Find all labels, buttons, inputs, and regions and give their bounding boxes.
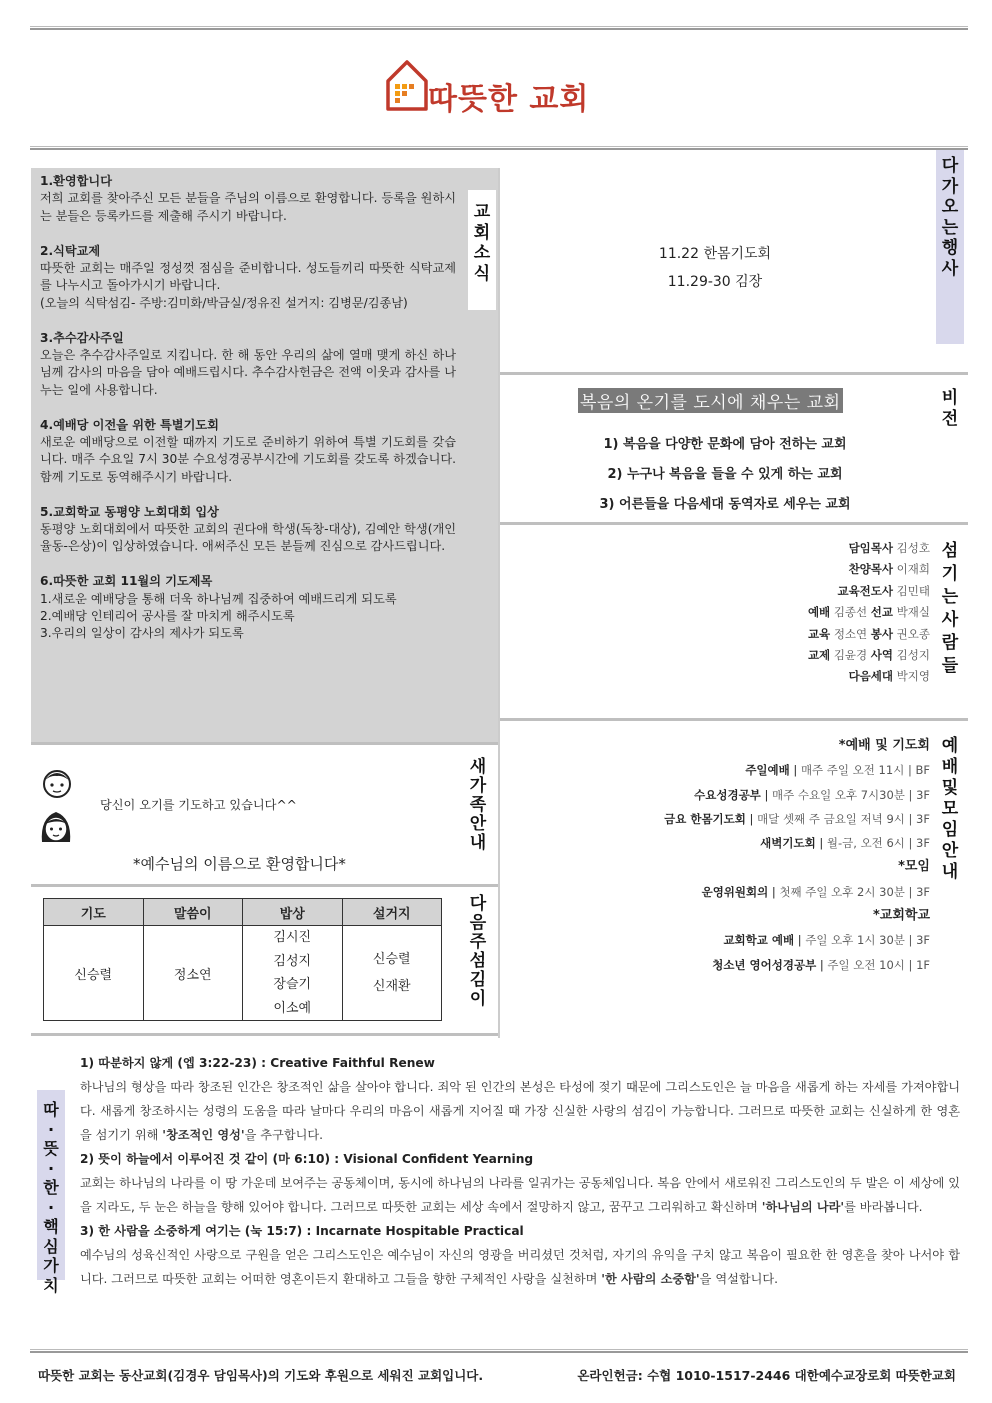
table-header: 기도 <box>44 899 144 926</box>
vertical-title-char: 교 <box>473 202 491 222</box>
vertical-title-char: 안 <box>469 814 487 834</box>
divider <box>31 884 498 887</box>
footer-sponsor: 따뜻한 교회는 동산교회(김경우 담임목사)의 기도와 후원으로 세워진 교회입니다. <box>38 1368 484 1383</box>
core-values-content <box>80 1051 960 1291</box>
worship-row: 금요 한몸기도회 | 매달 셋째 주 금요일 저녁 9시 | 3F <box>664 811 930 826</box>
news-item-title: 4.예배당 이전을 위한 특별기도회 <box>40 417 219 432</box>
staff-row: 담임목사 김성호 <box>848 541 930 555</box>
girl-icon <box>38 808 74 844</box>
prayer-line: 2.예배당 인테리어 공사를 잘 마치게 해주시도록 <box>40 609 295 624</box>
vertical-title-char: 비 <box>941 388 959 408</box>
column-divider <box>498 168 500 1038</box>
vertical-title-char: 내 <box>941 862 959 882</box>
staff-title <box>938 540 962 678</box>
next-week-title <box>466 895 490 1009</box>
news-item-title: 6.따뜻한 교회 11월의 기도제목 <box>40 574 213 589</box>
table-header: 설거지 <box>342 899 442 926</box>
staff-row: 다음세대 박지영 <box>848 669 930 684</box>
staff-row: 예배 김종선 선교 박재실 <box>807 605 930 620</box>
vertical-title-char: 음 <box>469 913 487 933</box>
worship-heading: *모임 <box>898 859 930 875</box>
news-content <box>40 173 456 660</box>
news-item-title: 2.식탁교제 <box>40 243 101 258</box>
vision-item: 3) 어른들을 다음세대 동역자로 세우는 교회 <box>599 497 851 512</box>
footer-offering: 온라인헌금: 수협 1010-1517-2446 대한예수교장로회 따뜻한교회 <box>577 1368 956 1383</box>
vertical-title-char: 임 <box>941 820 959 840</box>
news-item-body: 따뜻한 교회는 매주일 정성껏 점심을 준비합니다. 성도들끼리 따뜻한 식탁교제를 나누시고 돌아가시기 바랍니다. <box>40 261 456 293</box>
vertical-title-char: · <box>47 1197 55 1217</box>
prayer-line: 3.우리의 일상이 감사의 제사가 되도록 <box>40 626 244 641</box>
vision-item: 2) 누구나 복음을 들을 수 있게 하는 교회 <box>607 467 843 482</box>
core-value-item <box>80 1219 960 1291</box>
news-item-title: 3.추수감사주일 <box>40 330 124 345</box>
vertical-title-char: 사 <box>941 258 959 279</box>
vertical-title-char: 행 <box>941 238 959 258</box>
worship-heading: *교회학교 <box>872 908 930 924</box>
vertical-title-char: 전 <box>941 408 959 429</box>
top-border <box>30 26 968 30</box>
worship-row: 새벽기도회 | 월-금, 오전 6시 | 3F <box>760 836 930 851</box>
core-value-body: 하나님의 형상을 따라 창조된 인간은 창조적인 삶을 살아야 합니다. 죄악 된 인간의 본성은 타성에 젖기 때문에 그리스도인은 늘 마음을 새롭게 하는 자세를 가져야합니다. 새롭게 창조하시는 성령의 도움을 따라 날마다 우리의 마음이 새롭게 지어질 때 가장 신실한 사랑의 섬김이 가능합니다. 그러므로 따뜻한 교회는 신실하게 한 영혼을 섬기기 위해 '창조적인 영성'을 추구합니다. <box>80 1080 960 1142</box>
vertical-title-char: 핵 <box>43 1217 59 1236</box>
worship-row: 운영위원회의 | 첫째 주일 오후 2시 30분 | 3F <box>701 884 930 899</box>
vertical-title-char: 는 <box>941 217 959 238</box>
core-values-title <box>39 1100 63 1295</box>
worship-title <box>938 736 962 883</box>
vertical-title-char: 회 <box>473 222 491 243</box>
core-value-heading: 3) 한 사람을 소중하게 여기는 (눅 15:7) : Incarnate Hospitable Practical <box>80 1224 524 1238</box>
scripture-cell: 정소연 <box>143 926 243 1021</box>
news-item <box>40 417 456 487</box>
vertical-title-char: 따 <box>43 1100 59 1119</box>
staff-row: 교육 정소연 봉사 권오종 <box>807 626 930 641</box>
vision-item: 1) 복음을 다양한 문화에 담아 전하는 교회 <box>603 437 847 452</box>
prayer-cell: 신승렬 <box>44 926 144 1021</box>
vertical-title-char: 는 <box>941 587 959 607</box>
family-message: 당신이 오기를 기도하고 있습니다^^ <box>100 798 297 812</box>
news-item-body: 동평양 노회대회에서 따뜻한 교회의 권다애 학생(독창-대상), 김예안 학생(개인율동-은상)이 입상하였습니다. 애써주신 모든 분들께 진심으로 감사드립니다. <box>40 522 456 554</box>
divider <box>31 742 498 745</box>
church-name: 따뜻한 교회 <box>428 82 590 117</box>
news-item <box>40 504 456 556</box>
next-week-table <box>43 898 442 1021</box>
vision-motto: 복음의 온기를 도시에 채우는 교회 <box>578 388 843 413</box>
vertical-title-char: 오 <box>941 197 959 217</box>
event-item: 11.29-30 김장 <box>667 274 763 290</box>
core-value-body: 교회는 하나님의 나라를 이 땅 가운데 보여주는 공동체이며, 동시에 하나님의 나라를 일궈가는 공동체입니다. 복음 안에서 새로워진 그리스도인의 두 발은 이 세상에 있을 지라도, 두 눈은 하늘을 향해 있어야 합니다. 그러므로 따뜻한 교회는 세상 속에서 절망하지 않고, 꿈꾸고 그리워하고 확신하며 '하나님의 나라'를 바라봅니다. <box>80 1176 960 1214</box>
news-item <box>40 573 456 643</box>
events-list <box>500 240 930 296</box>
vertical-title-char: 람 <box>941 633 959 653</box>
worship-row: 교회학교 예배 | 주일 오후 1시 30분 | 3F <box>723 933 930 948</box>
vertical-title-char: 심 <box>43 1236 59 1256</box>
vertical-title-char: 다 <box>469 894 487 914</box>
news-item-body: 오늘은 추수감사주일로 지킵니다. 한 해 동안 우리의 삶에 열매 맺게 하신 하나님께 감사의 마음을 담아 예배드립시다. 추수감사헌금은 전액 이웃과 감사를 나누는 일에 사용합니다. <box>40 348 456 397</box>
dishes-cell: 신승렬 신재환 <box>342 926 442 1021</box>
family-title <box>466 758 490 853</box>
worship-row: 수요성경공부 | 매주 수요일 오후 7시30분 | 3F <box>694 787 930 802</box>
news-item-title: 5.교회학교 동평양 노회대회 입상 <box>40 504 219 519</box>
worship-row: 주일예배 | 매주 주일 오전 11시 | BF <box>745 763 930 778</box>
vertical-title-char: 김 <box>469 970 487 990</box>
table-header: 밥상 <box>243 899 343 926</box>
divider <box>500 522 968 525</box>
vertical-title-char: 가 <box>469 776 487 796</box>
news-item <box>40 173 456 225</box>
vertical-title-char: 예 <box>941 736 959 756</box>
vertical-title-char: 내 <box>469 833 487 853</box>
vertical-title-char: · <box>47 1119 55 1139</box>
news-item <box>40 243 456 313</box>
divider <box>500 372 968 375</box>
vertical-title-char: 주 <box>469 932 487 952</box>
meal-cell: 김시진 김성지 장슬기 이소예 <box>243 926 343 1021</box>
events-title <box>938 156 962 279</box>
vertical-title-char: 뜻 <box>43 1139 59 1158</box>
vertical-title-char: 식 <box>473 263 491 284</box>
news-item-body: 새로운 예배당으로 이전할 때까지 기도로 준비하기 위하여 특별 기도회를 갖습니다. 매주 수요일 7시 30분 수요성경공부시간에 기도회를 갖도록 하겠습니다. 함께 기도로 동역해주시기 바랍니다. <box>40 435 456 484</box>
vertical-title-char: 모 <box>941 799 959 819</box>
vertical-title-char: · <box>47 1158 55 1178</box>
prayer-line: 1.새로운 예배당을 통해 더욱 하나님께 집중하여 예배드리게 되도록 <box>40 591 397 606</box>
core-value-body: 예수님의 성육신적인 사랑으로 구원을 얻은 그리스도인은 예수님이 자신의 영광을 버리셨던 것처럼, 자기의 유익을 구치 않고 복음이 필요한 한 영혼을 찾아 나서야 합니다. 그러므로 따뜻한 교회는 어떠한 영혼이든지 환대하고 그들을 향한 구체적인 사랑을 실천하며 '한 사람의 소중함'을 역설합니다. <box>80 1248 960 1286</box>
staff-list <box>808 538 930 688</box>
vertical-title-char: 다 <box>941 156 959 176</box>
vertical-title-char: 섬 <box>469 951 487 971</box>
vertical-title-char: 가 <box>43 1256 59 1275</box>
news-item <box>40 330 456 400</box>
vertical-title-char: 들 <box>941 656 959 676</box>
footer-divider <box>30 1349 968 1353</box>
vertical-title-char: 가 <box>941 176 959 197</box>
vertical-title-char: 사 <box>941 610 959 630</box>
vertical-title-char: 섬 <box>941 541 959 561</box>
vertical-title-char: 안 <box>941 841 959 861</box>
vision-items <box>520 430 930 520</box>
event-item: 11.22 한몸기도회 <box>658 246 772 262</box>
family-welcome: *예수님의 이름으로 환영합니다* <box>133 855 346 873</box>
worship-list <box>664 734 930 977</box>
core-value-heading: 1) 따분하지 않게 (엡 3:22-23) : Creative Faithful Renew <box>80 1056 435 1070</box>
divider <box>500 718 968 721</box>
vertical-title-char: 배 <box>941 757 959 777</box>
news-item-body: 저희 교회를 찾아주신 모든 분들을 주님의 이름으로 환영합니다. 등록을 원하시는 분들은 등록카드를 제출해 주시기 바랍니다. <box>40 191 456 223</box>
worship-row: 청소년 영어성경공부 | 주일 오전 10시 | 1F <box>712 957 930 972</box>
boy-icon <box>40 766 74 800</box>
vertical-title-char: 한 <box>43 1178 59 1197</box>
staff-row: 찬양목사 이재희 <box>848 562 930 577</box>
core-value-heading: 2) 뜻이 하늘에서 이루어진 것 같이 (마 6:10) : Visional Confident Yearning <box>80 1152 534 1166</box>
vertical-title-char: 이 <box>469 989 487 1009</box>
news-title <box>470 202 494 284</box>
vertical-title-char: 소 <box>473 243 491 263</box>
divider <box>31 1033 498 1036</box>
vertical-title-char: 새 <box>469 757 487 777</box>
staff-row: 교육전도사 김민태 <box>837 583 930 598</box>
vertical-title-char: 치 <box>43 1275 59 1295</box>
vision-title <box>938 388 962 429</box>
staff-row: 교제 김윤경 사역 김성지 <box>807 648 930 663</box>
vertical-title-char: 기 <box>941 564 959 584</box>
news-item-title: 1.환영합니다 <box>40 174 112 188</box>
core-value-item <box>80 1147 960 1219</box>
header-divider <box>30 146 968 150</box>
news-item-extra: (오늘의 식탁섬김- 주방:김미화/박금실/정유진 설거지: 김병문/김종남) <box>40 295 408 310</box>
core-value-item <box>80 1051 960 1147</box>
vertical-title-char: 및 <box>941 778 959 798</box>
worship-heading: *예배 및 기도회 <box>838 738 930 753</box>
table-header: 말씀이 <box>143 899 243 926</box>
vertical-title-char: 족 <box>469 795 487 815</box>
